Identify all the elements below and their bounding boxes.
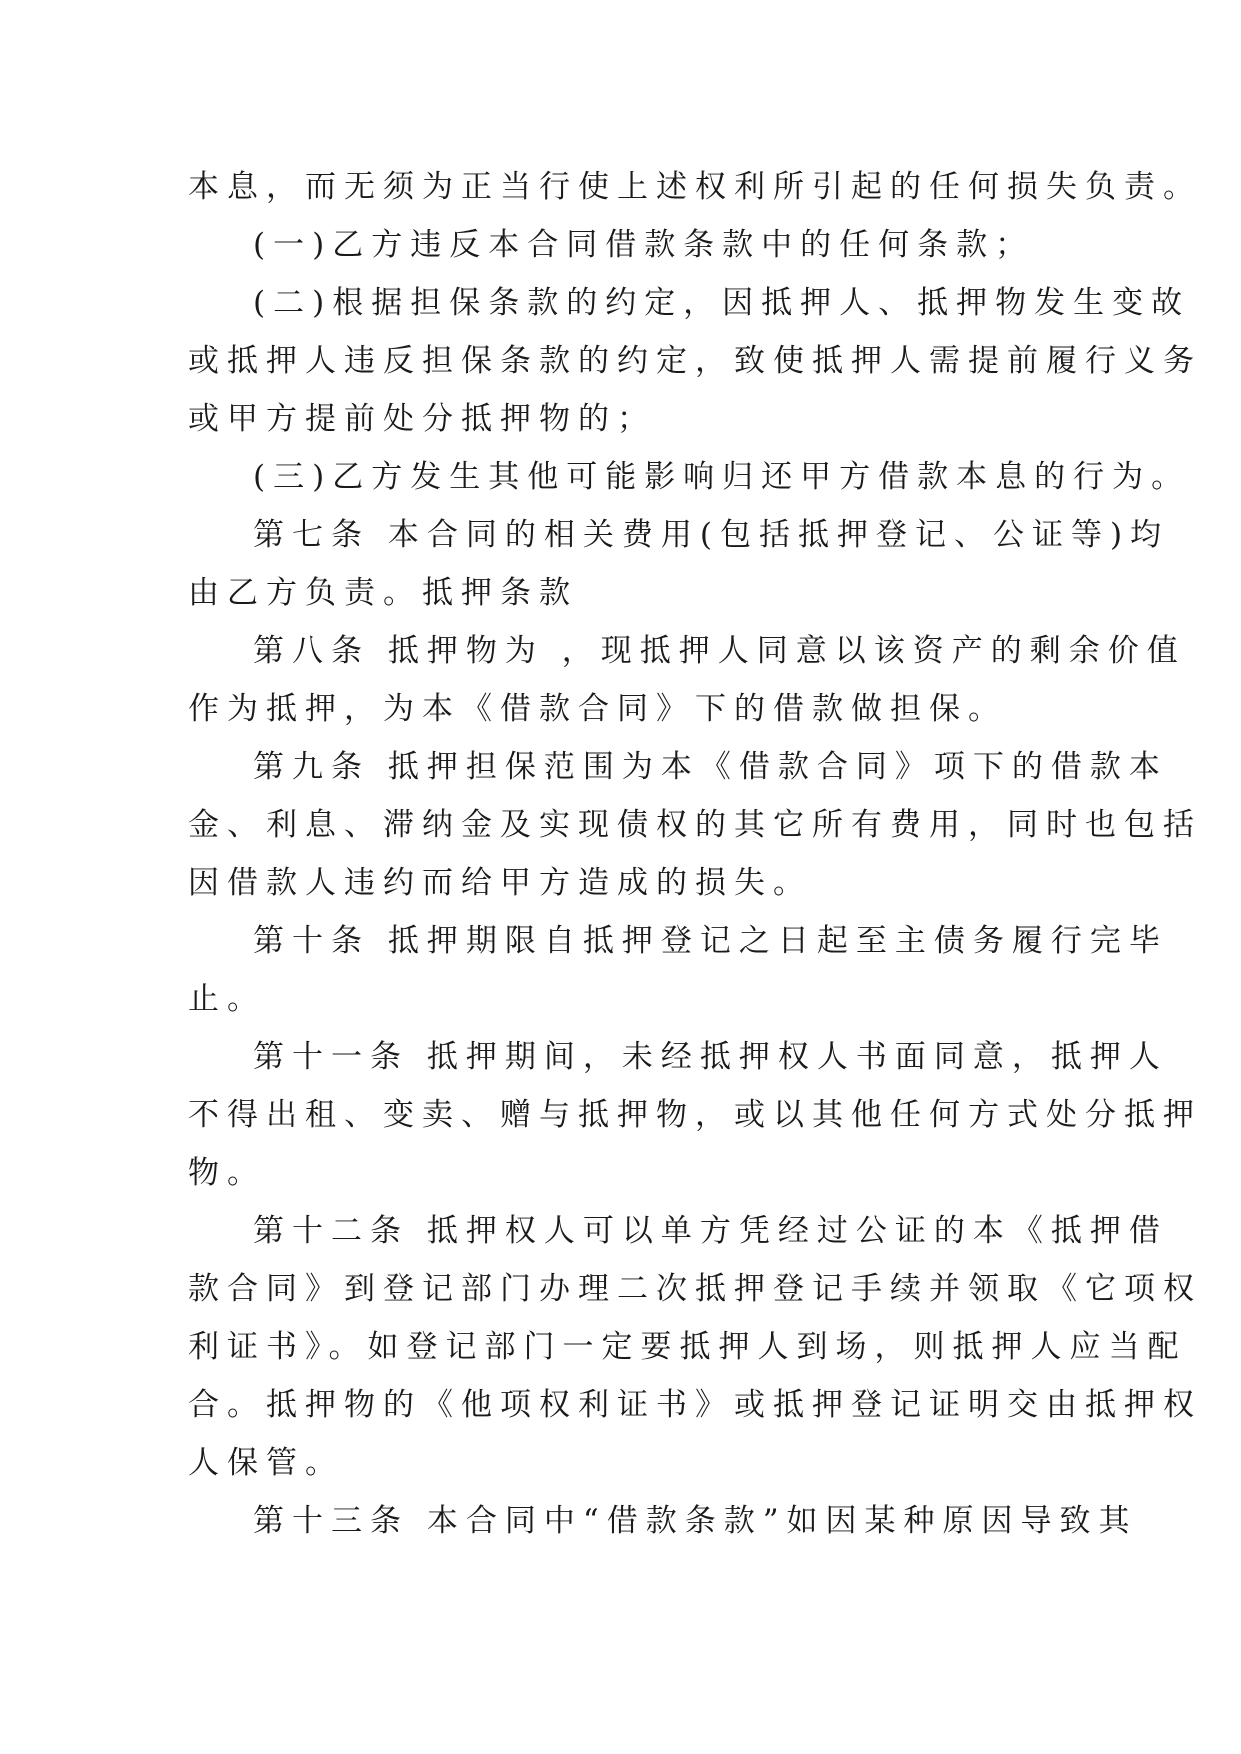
text-line: 本息，而无须为正当行使上述权利所引起的任何损失负责。 — [188, 169, 1202, 205]
text-line: (二)根据担保条款的约定，因抵押人、抵押物发生变故 — [253, 285, 1191, 321]
text-line: 止。 — [188, 981, 266, 1017]
text-line: 第十一条 抵押期间，未经抵押权人书面同意，抵押人 — [253, 1039, 1168, 1075]
text-line: 不得出租、变卖、赠与抵押物，或以其他任何方式处分抵押 — [188, 1097, 1202, 1133]
text-line: 利证书》。如登记部门一定要抵押人到场，则抵押人应当配 — [188, 1329, 1187, 1365]
document-body — [188, 158, 1202, 1550]
text-line: 由乙方负责。抵押条款 — [188, 575, 578, 611]
text-line: 第十条 抵押期限自抵押登记之日起至主债务履行完毕 — [253, 923, 1168, 959]
text-line: 款合同》到登记部门办理二次抵押登记手续并领取《它项权 — [188, 1271, 1202, 1307]
text-line: (一)乙方违反本合同借款条款中的任何条款； — [253, 227, 1035, 263]
text-line: 第十三条 本合同中“借款条款”如因某种原因导致其 — [253, 1503, 1138, 1539]
text-line: 物。 — [188, 1155, 266, 1191]
text-line: 或甲方提前处分抵押物的； — [188, 401, 656, 437]
text-line: 第七条 本合同的相关费用(包括抵押登记、公证等)均 — [253, 517, 1170, 553]
text-line: 因借款人违约而给甲方造成的损失。 — [188, 865, 812, 901]
text-line: 金、利息、滞纳金及实现债权的其它所有费用，同时也包括 — [188, 807, 1202, 843]
text-line: 或抵押人违反担保条款的约定，致使抵押人需提前履行义务 — [188, 343, 1202, 379]
text-line: 合。抵押物的《他项权利证书》或抵押登记证明交由抵押权 — [188, 1387, 1202, 1423]
text-line: 第九条 抵押担保范围为本《借款合同》项下的借款本 — [253, 749, 1168, 785]
text-line: 第八条 抵押物为 ，现抵押人同意以该资产的剩余价值 — [253, 633, 1186, 669]
text-line: 第十二条 抵押权人可以单方凭经过公证的本《抵押借 — [253, 1213, 1168, 1249]
text-line: 人保管。 — [188, 1445, 344, 1481]
text-line: 作为抵押，为本《借款合同》下的借款做担保。 — [188, 691, 1007, 727]
text-line: (三)乙方发生其他可能影响归还甲方借款本息的行为。 — [253, 459, 1191, 495]
